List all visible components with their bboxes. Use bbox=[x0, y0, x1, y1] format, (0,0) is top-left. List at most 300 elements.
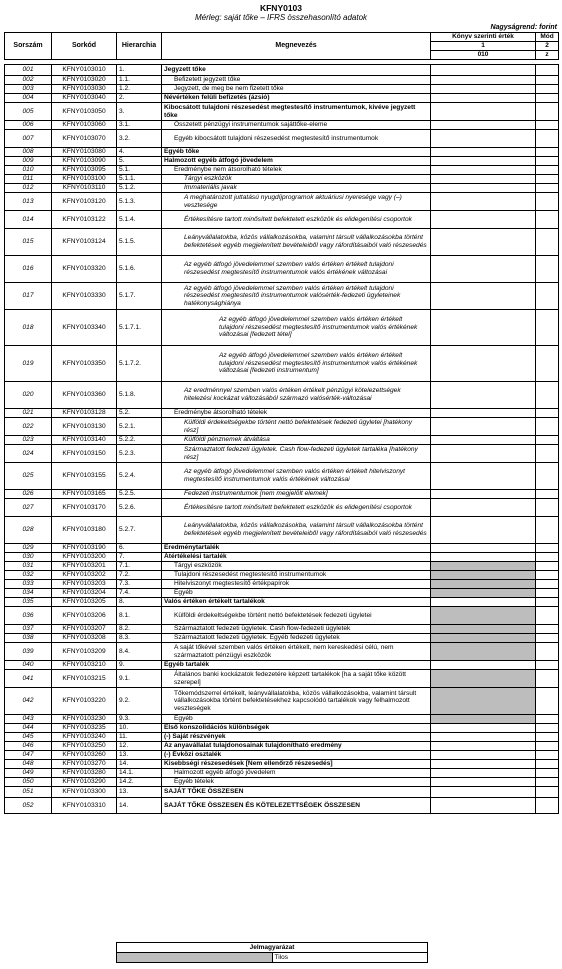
table-row bbox=[5, 517, 559, 544]
row-hierarchy: 8.1. bbox=[117, 607, 162, 625]
value-cell-mod[interactable] bbox=[536, 193, 559, 211]
row-code: KFNY0103206 bbox=[52, 607, 117, 625]
table-row bbox=[5, 193, 559, 211]
row-number: 043 bbox=[5, 715, 52, 724]
value-cell-mod[interactable] bbox=[536, 463, 559, 490]
row-hierarchy: 5.1. bbox=[117, 166, 162, 175]
row-hierarchy: 7. bbox=[117, 553, 162, 562]
row-hierarchy: 8.4. bbox=[117, 643, 162, 661]
row-number: 009 bbox=[5, 157, 52, 166]
table-row bbox=[5, 76, 559, 85]
value-cell-mod[interactable] bbox=[536, 670, 559, 688]
row-code: KFNY0103204 bbox=[52, 589, 117, 598]
row-code: KFNY0103190 bbox=[52, 544, 117, 553]
row-label: Az egyéb átfogó jövedelemmel szemben valós értéken értékelt hitelviszonyt megtestesítő instrumentumok valós értékének változásai bbox=[162, 463, 431, 490]
row-hierarchy: 5.1.2. bbox=[117, 184, 162, 193]
row-code: KFNY0103215 bbox=[52, 670, 117, 688]
row-hierarchy: 5.2.2. bbox=[117, 436, 162, 445]
row-hierarchy: 5.1.7.1. bbox=[117, 310, 162, 346]
row-label: (-) Saját részvények bbox=[162, 733, 431, 742]
value-cell-mod[interactable] bbox=[536, 94, 559, 103]
table-row bbox=[5, 490, 559, 499]
value-cell-mod[interactable] bbox=[536, 751, 559, 760]
row-number: 050 bbox=[5, 778, 52, 787]
row-hierarchy: 5.2.6. bbox=[117, 499, 162, 517]
row-hierarchy: 3.1. bbox=[117, 121, 162, 130]
table-row bbox=[5, 85, 559, 94]
value-cell-mod[interactable] bbox=[536, 184, 559, 193]
value-cell-konyv[interactable] bbox=[431, 409, 536, 418]
table-row bbox=[5, 589, 559, 598]
row-number: 031 bbox=[5, 562, 52, 571]
row-label: Külföldi érdekeltségekbe történt nettó befektetések fedezeti ügyletei [hatékony rész] bbox=[162, 418, 431, 436]
value-cell-konyv[interactable] bbox=[431, 229, 536, 256]
value-cell-mod[interactable] bbox=[536, 65, 559, 76]
row-code: KFNY0103240 bbox=[52, 733, 117, 742]
value-cell-konyv[interactable] bbox=[431, 346, 536, 382]
value-cell-mod[interactable] bbox=[536, 643, 559, 661]
value-cell-mod[interactable] bbox=[536, 787, 559, 798]
value-cell-konyv[interactable] bbox=[431, 157, 536, 166]
value-cell-konyv[interactable] bbox=[431, 580, 536, 589]
row-number: 020 bbox=[5, 382, 52, 409]
row-code: KFNY0103290 bbox=[52, 778, 117, 787]
value-cell-konyv[interactable] bbox=[431, 670, 536, 688]
row-label: Tőkemódszerrel értékelt, leányvállalatokba, közös vállalkozásokba, valamint társult vállalkozásokba történt befektetésekhez kapcsolódó tartalékok vagy felhalmozott veszteségek bbox=[162, 688, 431, 715]
table-row bbox=[5, 598, 559, 607]
value-cell-mod[interactable] bbox=[536, 445, 559, 463]
value-cell-konyv[interactable] bbox=[431, 571, 536, 580]
table-row bbox=[5, 643, 559, 661]
value-cell-mod[interactable] bbox=[536, 76, 559, 85]
value-cell-konyv[interactable] bbox=[431, 256, 536, 283]
row-number: 001 bbox=[5, 65, 52, 76]
row-label: Tárgyi eszközök bbox=[162, 562, 431, 571]
report-code: KFNY0103 bbox=[259, 3, 303, 13]
value-cell-mod[interactable] bbox=[536, 121, 559, 130]
row-number: 034 bbox=[5, 589, 52, 598]
row-hierarchy: 12. bbox=[117, 742, 162, 751]
row-label: Eredménytartalék bbox=[162, 544, 431, 553]
row-hierarchy: 1. bbox=[117, 65, 162, 76]
value-cell-konyv[interactable] bbox=[431, 490, 536, 499]
value-cell-konyv[interactable] bbox=[431, 193, 536, 211]
value-cell-mod[interactable] bbox=[536, 553, 559, 562]
row-label: SAJÁT TŐKE ÖSSZESEN ÉS KÖTELEZETTSÉGEK ÖSSZESEN bbox=[162, 798, 431, 814]
table-row bbox=[5, 661, 559, 670]
value-cell-mod[interactable] bbox=[536, 85, 559, 94]
row-number: 037 bbox=[5, 625, 52, 634]
value-cell-konyv[interactable] bbox=[431, 310, 536, 346]
row-label: Az eredménnyel szemben valós értéken értékelt pénzügyi kötelezettségek hitelezési kockázat változásából származó valósérték-változásai bbox=[162, 382, 431, 409]
row-label: Egyéb bbox=[162, 715, 431, 724]
row-code: KFNY0103060 bbox=[52, 121, 117, 130]
value-cell-konyv[interactable] bbox=[431, 499, 536, 517]
value-cell-mod[interactable] bbox=[536, 634, 559, 643]
table-row bbox=[5, 436, 559, 445]
row-hierarchy: 5.2.5. bbox=[117, 490, 162, 499]
row-number: 046 bbox=[5, 742, 52, 751]
value-cell-konyv[interactable] bbox=[431, 688, 536, 715]
value-cell-konyv[interactable] bbox=[431, 751, 536, 760]
value-cell-konyv[interactable] bbox=[431, 625, 536, 634]
table-row bbox=[5, 607, 559, 625]
row-label: Származtatott fedezeti ügyletek. Cash flow-fedezeti ügyletek bbox=[162, 625, 431, 634]
value-cell-konyv[interactable] bbox=[431, 742, 536, 751]
value-cell-mod[interactable] bbox=[536, 418, 559, 436]
row-label: Kisebbségi részesedések [Nem ellenőrző részesedés] bbox=[162, 760, 431, 769]
value-cell-konyv[interactable] bbox=[431, 634, 536, 643]
row-number: 017 bbox=[5, 283, 52, 310]
row-number: 051 bbox=[5, 787, 52, 798]
col-code-konyv: 010 bbox=[431, 51, 536, 60]
value-cell-konyv[interactable] bbox=[431, 85, 536, 94]
row-hierarchy: 7.4. bbox=[117, 589, 162, 598]
row-number: 010 bbox=[5, 166, 52, 175]
table-row bbox=[5, 634, 559, 643]
row-label: Az egyéb átfogó jövedelemmel szemben valós értéken értékelt tulajdoni részesedést megtestesítő instrumentumok valós értékének változásai bbox=[162, 256, 431, 283]
col-code-mod: z bbox=[536, 51, 559, 60]
value-cell-konyv[interactable] bbox=[431, 544, 536, 553]
table-row bbox=[5, 166, 559, 175]
row-hierarchy: 13. bbox=[117, 787, 162, 798]
row-code: KFNY0103030 bbox=[52, 85, 117, 94]
row-number: 047 bbox=[5, 751, 52, 760]
row-label: Eredménybe átsorolható tételek bbox=[162, 409, 431, 418]
value-cell-mod[interactable] bbox=[536, 229, 559, 256]
row-label: Egyéb kibocsátott tulajdoni részesedést megtestesítő instrumentumok bbox=[162, 130, 431, 148]
row-hierarchy: 5.1.7. bbox=[117, 283, 162, 310]
table-row bbox=[5, 103, 559, 121]
table-row bbox=[5, 751, 559, 760]
row-code: KFNY0103010 bbox=[52, 65, 117, 76]
value-cell-konyv[interactable] bbox=[431, 733, 536, 742]
value-cell-mod[interactable] bbox=[536, 760, 559, 769]
row-code: KFNY0103040 bbox=[52, 94, 117, 103]
value-cell-konyv[interactable] bbox=[431, 607, 536, 625]
value-cell-konyv[interactable] bbox=[431, 436, 536, 445]
value-cell-mod[interactable] bbox=[536, 382, 559, 409]
table-row bbox=[5, 148, 559, 157]
row-number: 052 bbox=[5, 798, 52, 814]
row-label: Első konszolidációs különbségek bbox=[162, 724, 431, 733]
row-code: KFNY0103340 bbox=[52, 310, 117, 346]
row-hierarchy: 5.2.7. bbox=[117, 517, 162, 544]
value-cell-mod[interactable] bbox=[536, 436, 559, 445]
value-cell-mod[interactable] bbox=[536, 175, 559, 184]
value-cell-mod[interactable] bbox=[536, 625, 559, 634]
row-hierarchy: 5.2.3. bbox=[117, 445, 162, 463]
value-cell-mod[interactable] bbox=[536, 769, 559, 778]
row-label: Valós értéken értékelt tartalékok bbox=[162, 598, 431, 607]
row-label: Külföldi pénznemek átváltása bbox=[162, 436, 431, 445]
value-cell-konyv[interactable] bbox=[431, 661, 536, 670]
value-cell-konyv[interactable] bbox=[431, 463, 536, 490]
value-cell-mod[interactable] bbox=[536, 103, 559, 121]
row-label: Származtatott fedezeti ügyletek. Cash flow-fedezeti ügyletek tartaléka [hatékony rész] bbox=[162, 445, 431, 463]
value-cell-mod[interactable] bbox=[536, 148, 559, 157]
value-cell-mod[interactable] bbox=[536, 130, 559, 148]
value-cell-konyv[interactable] bbox=[431, 148, 536, 157]
value-cell-konyv[interactable] bbox=[431, 787, 536, 798]
table-row bbox=[5, 733, 559, 742]
value-cell-mod[interactable] bbox=[536, 580, 559, 589]
row-label: Eredménybe nem átsorolható tételek bbox=[162, 166, 431, 175]
value-cell-mod[interactable] bbox=[536, 733, 559, 742]
value-cell-mod[interactable] bbox=[536, 607, 559, 625]
row-hierarchy: 5.2.4. bbox=[117, 463, 162, 490]
value-cell-konyv[interactable] bbox=[431, 724, 536, 733]
table-row bbox=[5, 418, 559, 436]
value-cell-mod[interactable] bbox=[536, 661, 559, 670]
value-cell-konyv[interactable] bbox=[431, 211, 536, 229]
row-code: KFNY0103100 bbox=[52, 175, 117, 184]
row-hierarchy: 10. bbox=[117, 724, 162, 733]
value-cell-mod[interactable] bbox=[536, 778, 559, 787]
row-number: 036 bbox=[5, 607, 52, 625]
row-number: 041 bbox=[5, 670, 52, 688]
value-cell-mod[interactable] bbox=[536, 310, 559, 346]
row-number: 003 bbox=[5, 85, 52, 94]
col-number-konyv: 1 bbox=[431, 42, 536, 51]
row-code: KFNY0103020 bbox=[52, 76, 117, 85]
table-row bbox=[5, 157, 559, 166]
row-label: Az anyavállalat tulajdonosainak tulajdonítható eredmény bbox=[162, 742, 431, 751]
table-row bbox=[5, 130, 559, 148]
value-cell-konyv[interactable] bbox=[431, 175, 536, 184]
row-code: KFNY0103300 bbox=[52, 787, 117, 798]
value-cell-mod[interactable] bbox=[536, 562, 559, 571]
row-hierarchy: 4. bbox=[117, 148, 162, 157]
value-cell-konyv[interactable] bbox=[431, 589, 536, 598]
value-cell-konyv[interactable] bbox=[431, 130, 536, 148]
value-cell-konyv[interactable] bbox=[431, 418, 536, 436]
row-label: Értékesítésre tartott minősített befektetett eszközök és elidegenítési csoportok bbox=[162, 211, 431, 229]
value-cell-konyv[interactable] bbox=[431, 103, 536, 121]
row-hierarchy: 3. bbox=[117, 103, 162, 121]
table-row bbox=[5, 798, 559, 814]
row-code: KFNY0103250 bbox=[52, 742, 117, 751]
row-label: SAJÁT TŐKE ÖSSZESEN bbox=[162, 787, 431, 798]
table-row bbox=[5, 562, 559, 571]
row-hierarchy: 5.1.4. bbox=[117, 211, 162, 229]
value-cell-mod[interactable] bbox=[536, 166, 559, 175]
row-code: KFNY0103090 bbox=[52, 157, 117, 166]
row-hierarchy: 1.1. bbox=[117, 76, 162, 85]
row-number: 042 bbox=[5, 688, 52, 715]
table-row bbox=[5, 715, 559, 724]
value-cell-mod[interactable] bbox=[536, 724, 559, 733]
row-hierarchy: 9.3. bbox=[117, 715, 162, 724]
value-cell-mod[interactable] bbox=[536, 571, 559, 580]
row-label: Immateriális javak bbox=[162, 184, 431, 193]
row-code: KFNY0103210 bbox=[52, 661, 117, 670]
row-number: 016 bbox=[5, 256, 52, 283]
value-cell-mod[interactable] bbox=[536, 409, 559, 418]
row-code: KFNY0103110 bbox=[52, 184, 117, 193]
value-cell-konyv[interactable] bbox=[431, 382, 536, 409]
row-code: KFNY0103201 bbox=[52, 562, 117, 571]
table-row bbox=[5, 65, 559, 76]
row-code: KFNY0103280 bbox=[52, 769, 117, 778]
row-number: 049 bbox=[5, 769, 52, 778]
row-number: 039 bbox=[5, 643, 52, 661]
table-row bbox=[5, 778, 559, 787]
row-code: KFNY0103207 bbox=[52, 625, 117, 634]
legend-title: Jelmagyarázat bbox=[117, 943, 428, 953]
row-code: KFNY0103230 bbox=[52, 715, 117, 724]
value-cell-konyv[interactable] bbox=[431, 166, 536, 175]
col-header-sorszam: Sorszám bbox=[5, 33, 52, 60]
value-cell-konyv[interactable] bbox=[431, 445, 536, 463]
table-row bbox=[5, 742, 559, 751]
equity-table bbox=[4, 32, 559, 814]
row-hierarchy: 3.2. bbox=[117, 130, 162, 148]
value-cell-konyv[interactable] bbox=[431, 760, 536, 769]
row-number: 038 bbox=[5, 634, 52, 643]
value-cell-mod[interactable] bbox=[536, 157, 559, 166]
row-label: Összetett pénzügyi instrumentumok sajáttőke-eleme bbox=[162, 121, 431, 130]
value-cell-mod[interactable] bbox=[536, 798, 559, 814]
row-number: 040 bbox=[5, 661, 52, 670]
row-code: KFNY0103360 bbox=[52, 382, 117, 409]
value-cell-mod[interactable] bbox=[536, 490, 559, 499]
value-cell-mod[interactable] bbox=[536, 544, 559, 553]
table-row bbox=[5, 175, 559, 184]
row-label: Halmozott egyéb átfogó jövedelem bbox=[162, 769, 431, 778]
table-row bbox=[5, 463, 559, 490]
value-cell-konyv[interactable] bbox=[431, 76, 536, 85]
report-title: Mérleg: saját tőke – IFRS összehasonlító adatok bbox=[194, 13, 368, 22]
row-number: 044 bbox=[5, 724, 52, 733]
value-cell-mod[interactable] bbox=[536, 715, 559, 724]
row-code: KFNY0103260 bbox=[52, 751, 117, 760]
row-code: KFNY0103220 bbox=[52, 688, 117, 715]
value-cell-konyv[interactable] bbox=[431, 121, 536, 130]
table-row bbox=[5, 769, 559, 778]
row-code: KFNY0103350 bbox=[52, 346, 117, 382]
row-number: 005 bbox=[5, 103, 52, 121]
row-code: KFNY0103095 bbox=[52, 166, 117, 175]
row-number: 021 bbox=[5, 409, 52, 418]
legend-item-label: Tilos bbox=[272, 953, 428, 963]
row-label: Leányvállalatokba, közös vállalkozásokba, valamint társult vállalkozásokba történt befektetések egyéb megjelenített bevételeiből vagy ráfordításaiból való részesedés bbox=[162, 517, 431, 544]
row-label: Jegyzett, de meg be nem fizetett tőke bbox=[162, 85, 431, 94]
table-row bbox=[5, 409, 559, 418]
row-number: 033 bbox=[5, 580, 52, 589]
row-label: Befizetett jegyzett tőke bbox=[162, 76, 431, 85]
row-label: Egyéb bbox=[162, 589, 431, 598]
row-number: 030 bbox=[5, 553, 52, 562]
row-label: Jegyzett tőke bbox=[162, 65, 431, 76]
row-code: KFNY0103209 bbox=[52, 643, 117, 661]
value-cell-mod[interactable] bbox=[536, 742, 559, 751]
row-label: Tulajdoni részesedést megtestesítő instrumentumok bbox=[162, 571, 431, 580]
row-number: 015 bbox=[5, 229, 52, 256]
table-row bbox=[5, 211, 559, 229]
row-number: 008 bbox=[5, 148, 52, 157]
row-label: Egyéb tartalék bbox=[162, 661, 431, 670]
table-row bbox=[5, 688, 559, 715]
row-code: KFNY0103150 bbox=[52, 445, 117, 463]
value-cell-mod[interactable] bbox=[536, 256, 559, 283]
row-hierarchy: 9.1. bbox=[117, 670, 162, 688]
row-code: KFNY0103165 bbox=[52, 490, 117, 499]
row-label: Általános banki kockázatok fedezetére képzett tartalékok [ha a saját tőke között szerepel] bbox=[162, 670, 431, 688]
value-cell-mod[interactable] bbox=[536, 688, 559, 715]
table-row bbox=[5, 283, 559, 310]
value-cell-konyv[interactable] bbox=[431, 778, 536, 787]
row-label: Egyéb tőke bbox=[162, 148, 431, 157]
value-cell-konyv[interactable] bbox=[431, 283, 536, 310]
value-cell-konyv[interactable] bbox=[431, 769, 536, 778]
value-cell-konyv[interactable] bbox=[431, 643, 536, 661]
value-cell-konyv[interactable] bbox=[431, 65, 536, 76]
value-cell-konyv[interactable] bbox=[431, 94, 536, 103]
value-cell-konyv[interactable] bbox=[431, 562, 536, 571]
row-code: KFNY0103180 bbox=[52, 517, 117, 544]
row-label: A saját tőkével szemben valós értéken értékelt, nem kereskedési célú, nem származtatott pénzügyi eszközök bbox=[162, 643, 431, 661]
row-label: Kibocsátott tulajdoni részesedést megtestesítő instrumentumok, kivéve jegyzett tőke bbox=[162, 103, 431, 121]
row-code: KFNY0103202 bbox=[52, 571, 117, 580]
value-cell-mod[interactable] bbox=[536, 283, 559, 310]
row-code: KFNY0103235 bbox=[52, 724, 117, 733]
value-cell-konyv[interactable] bbox=[431, 598, 536, 607]
col-header-konyv: Könyv szerinti érték bbox=[431, 33, 536, 42]
value-cell-mod[interactable] bbox=[536, 211, 559, 229]
row-hierarchy: 9. bbox=[117, 661, 162, 670]
row-label: Külföldi érdekeltségekbe történt nettó befektetések fedezeti ügyletei bbox=[162, 607, 431, 625]
value-cell-mod[interactable] bbox=[536, 499, 559, 517]
table-row bbox=[5, 625, 559, 634]
table-row bbox=[5, 580, 559, 589]
value-cell-mod[interactable] bbox=[536, 598, 559, 607]
row-label: (-) Évközi osztalék bbox=[162, 751, 431, 760]
row-hierarchy: 8. bbox=[117, 598, 162, 607]
value-cell-konyv[interactable] bbox=[431, 798, 536, 814]
row-code: KFNY0103270 bbox=[52, 760, 117, 769]
row-hierarchy: 8.3. bbox=[117, 634, 162, 643]
row-hierarchy: 8.2. bbox=[117, 625, 162, 634]
row-number: 023 bbox=[5, 436, 52, 445]
row-hierarchy: 14.2. bbox=[117, 778, 162, 787]
row-number: 014 bbox=[5, 211, 52, 229]
table-row bbox=[5, 184, 559, 193]
row-label: Fedezeti instrumentumok [nem megjelölt elemek] bbox=[162, 490, 431, 499]
row-label: Származtatott fedezeti ügyletek. Egyéb fedezeti ügyletek bbox=[162, 634, 431, 643]
value-cell-mod[interactable] bbox=[536, 589, 559, 598]
value-cell-konyv[interactable] bbox=[431, 553, 536, 562]
row-label: Az egyéb átfogó jövedelemmel szemben valós értéken értékelt tulajdoni részesedést megtestesítő instrumentumok valós értékének változásai [fedezett tétel] bbox=[162, 310, 431, 346]
row-hierarchy: 5.2.1. bbox=[117, 418, 162, 436]
value-cell-konyv[interactable] bbox=[431, 517, 536, 544]
row-hierarchy: 6. bbox=[117, 544, 162, 553]
value-cell-mod[interactable] bbox=[536, 517, 559, 544]
table-row bbox=[5, 553, 559, 562]
value-cell-konyv[interactable] bbox=[431, 715, 536, 724]
row-hierarchy: 14.1. bbox=[117, 769, 162, 778]
row-code: KFNY0103128 bbox=[52, 409, 117, 418]
col-header-megnevezes: Megnevezés bbox=[162, 33, 431, 60]
row-code: KFNY0103080 bbox=[52, 148, 117, 157]
row-hierarchy: 5.1.1. bbox=[117, 175, 162, 184]
row-label: Hitelviszonyt megtestesítő értékpapírok bbox=[162, 580, 431, 589]
row-number: 024 bbox=[5, 445, 52, 463]
value-cell-mod[interactable] bbox=[536, 346, 559, 382]
value-cell-konyv[interactable] bbox=[431, 184, 536, 193]
table-row bbox=[5, 499, 559, 517]
row-label: Leányvállalatokba, közös vállalkozásokba, valamint társult vállalkozásokba történt befektetések egyéb megjelenített bevételeiből vagy ráfordításaiból való részesedés bbox=[162, 229, 431, 256]
